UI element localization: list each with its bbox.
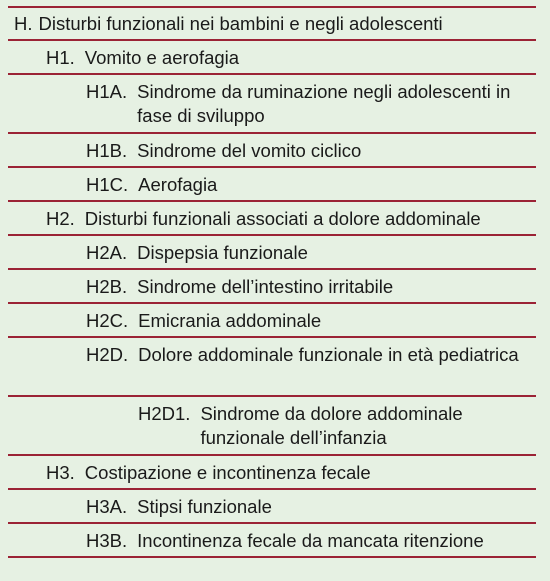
table-row (8, 524, 536, 558)
row-text: Dolore addominale funzionale in età pediatrica (138, 344, 519, 365)
classification-table (8, 6, 536, 558)
row-code: H3A. (86, 496, 128, 517)
table-row (8, 456, 536, 490)
table-row (8, 168, 536, 202)
row-text: Disturbi funzionali associati a dolore addominale (84, 208, 481, 229)
row-text: Incontinenza fecale da mancata ritenzione (137, 530, 484, 551)
row-code: H3B. (86, 530, 128, 551)
row-text: Costipazione e incontinenza fecale (84, 462, 371, 483)
row-text: Aerofagia (138, 174, 218, 195)
table-row (8, 236, 536, 270)
row-text: Sindrome del vomito ciclico (137, 140, 362, 161)
row-code: H2. (46, 208, 75, 229)
row-text: Sindrome da ruminazione negli adolescenti in fase di sviluppo (137, 81, 511, 126)
row-text: Stipsi funzionale (137, 496, 272, 517)
row-code: H1C. (86, 174, 129, 195)
row-text: Dispepsia funzionale (137, 242, 308, 263)
row-code: H3. (46, 462, 75, 483)
table-row (8, 8, 536, 41)
table-row (8, 338, 536, 397)
table-row (8, 304, 536, 338)
row-text: Vomito e aerofagia (84, 47, 240, 68)
row-code: H. (14, 13, 33, 34)
table-row (8, 134, 536, 168)
table-row (8, 202, 536, 236)
table-row (8, 270, 536, 304)
row-text: Sindrome da dolore addominale funzionale dell’infanzia (200, 403, 463, 448)
row-code: H1B. (86, 140, 128, 161)
table-row (8, 41, 536, 75)
row-code: H2D1. (138, 403, 191, 424)
table-row (8, 75, 536, 134)
table-row (8, 490, 536, 524)
row-code: H1. (46, 47, 75, 68)
row-text: Sindrome dell’intestino irritabile (137, 276, 394, 297)
row-code: H2D. (86, 344, 129, 365)
table-row (8, 397, 536, 456)
row-code: H1A. (86, 81, 128, 102)
row-code: H2B. (86, 276, 128, 297)
row-text: Disturbi funzionali nei bambini e negli adolescenti (38, 13, 443, 34)
row-code: H2A. (86, 242, 128, 263)
row-code: H2C. (86, 310, 129, 331)
row-text: Emicrania addominale (138, 310, 322, 331)
